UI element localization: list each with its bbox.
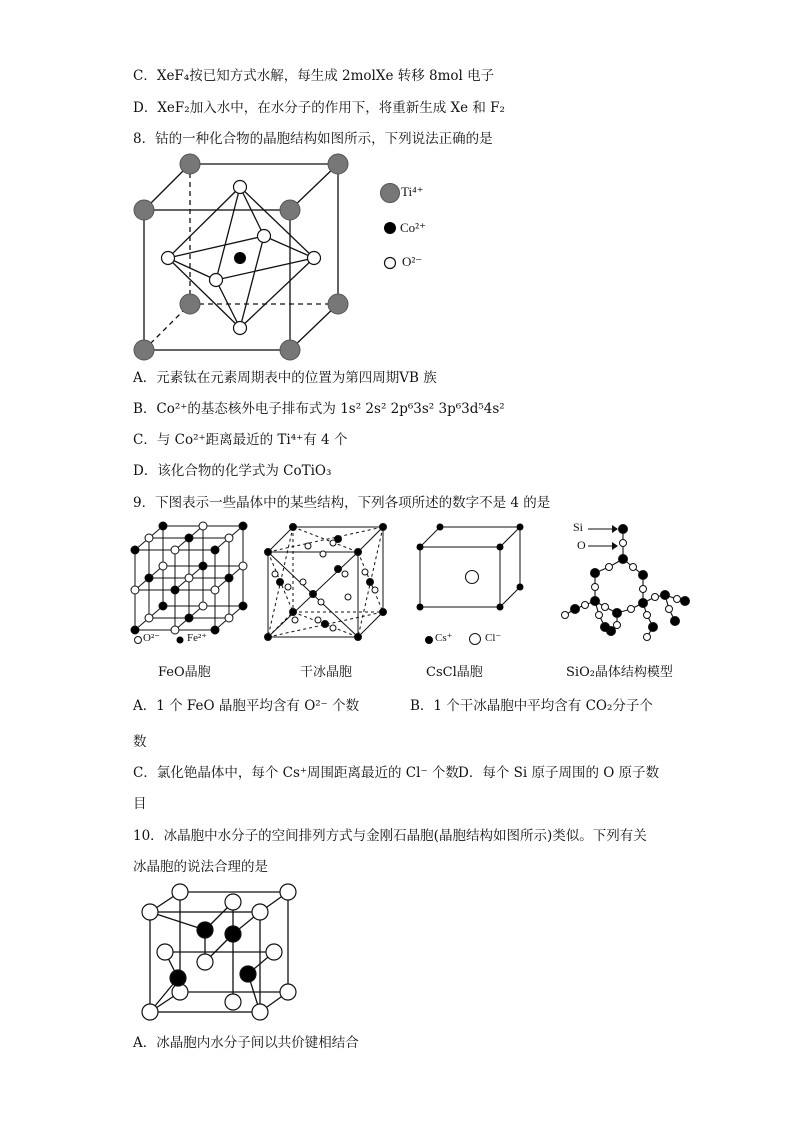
o-ion bbox=[258, 230, 271, 243]
q8-option-b: B．Co²⁺的基态核外电子排布式为 1s² 2s² 2p⁶3s² 3p⁶3d⁵4s² bbox=[133, 401, 505, 417]
legend-o-label: O²⁻ bbox=[402, 254, 423, 269]
legend-fe-icon bbox=[175, 635, 185, 645]
sio2-structure-figure bbox=[557, 523, 692, 648]
q9-stem: 9．下图表示一些晶体中的某些结构，下列各项所述的数字不是 4 的是 bbox=[133, 495, 551, 511]
ti-ion bbox=[134, 200, 154, 220]
sio2-caption: SiO₂晶体结构模型 bbox=[566, 665, 673, 680]
cscl-caption: CsCl晶胞 bbox=[426, 665, 483, 680]
ti-ion bbox=[328, 294, 348, 314]
ti-ion bbox=[280, 340, 300, 360]
o-ion bbox=[162, 252, 175, 265]
q8-option-a: A．元素钛在元素周期表中的位置为第四周期ⅤB 族 bbox=[133, 370, 437, 386]
q9-option-b-continued: 数 bbox=[133, 734, 147, 750]
ti-ion bbox=[280, 200, 300, 220]
feo-caption: FeO晶胞 bbox=[158, 665, 211, 680]
legend-o-icon bbox=[383, 254, 403, 274]
ti-ion bbox=[134, 340, 154, 360]
legend-ti-label: Ti⁴⁺ bbox=[401, 184, 424, 199]
q10-stem-line1: 10．冰晶胞中水分子的空间排列方式与金刚石晶胞(晶胞结构如图所示)类似。下列有关 bbox=[133, 828, 647, 844]
dry-ice-caption: 干冰晶胞 bbox=[300, 665, 353, 680]
legend-o2-icon bbox=[133, 635, 143, 645]
q9-option-c: C．氯化铯晶体中，每个 Cs⁺周围距离最近的 Cl⁻ 个数 bbox=[133, 765, 459, 781]
q8-option-c: C．与 Co²⁺距离最近的 Ti⁴⁺有 4 个 bbox=[133, 432, 348, 448]
legend-cs-icon bbox=[424, 635, 434, 645]
q9-option-d: D．每个 Si 原子周围的 O 原子数 bbox=[458, 765, 660, 781]
ti-ion bbox=[328, 154, 348, 174]
legend-sio2-o-label: O bbox=[577, 538, 586, 552]
q7-option-d: D．XeF₂加入水中，在水分子的作用下，将重新生成 Xe 和 F₂ bbox=[133, 100, 505, 116]
legend-cs-label: Cs⁺ bbox=[435, 632, 453, 644]
q7-option-c: C．XeF₄按已知方式水解，每生成 2molXe 转移 8mol 电子 bbox=[133, 68, 495, 84]
dry-ice-cell-figure bbox=[263, 522, 393, 647]
legend-si-label: Si bbox=[573, 520, 584, 534]
legend-co-label: Co²⁺ bbox=[400, 220, 426, 235]
legend-cl-label: Cl⁻ bbox=[485, 632, 502, 644]
legend-o2-label: O²⁻ bbox=[143, 632, 161, 644]
q9-option-d-continued: 目 bbox=[133, 796, 147, 812]
o-ion bbox=[234, 322, 247, 335]
q9-option-a: A．1 个 FeO 晶胞平均含有 O²⁻ 个数 bbox=[133, 698, 360, 714]
q8-option-d: D．该化合物的化学式为 CoTiO₃ bbox=[133, 463, 332, 479]
cscl-cell-figure bbox=[415, 522, 535, 612]
q10-option-a: A．冰晶胞内水分子间以共价键相结合 bbox=[133, 1035, 359, 1051]
o-ion bbox=[234, 181, 247, 194]
legend-cl-icon bbox=[468, 632, 482, 646]
ti-ion bbox=[180, 154, 200, 174]
diamond-cell-figure bbox=[138, 882, 298, 1022]
q8-stem: 8．钴的一种化合物的晶胞结构如图所示，下列说法正确的是 bbox=[133, 131, 493, 147]
feo-cell-figure bbox=[130, 520, 250, 645]
q10-stem-line2: 冰晶胞的说法合理的是 bbox=[133, 859, 268, 875]
ti-ion bbox=[180, 294, 200, 314]
o-ion bbox=[308, 252, 321, 265]
perovskite-cell-figure bbox=[130, 152, 370, 362]
o-ion bbox=[210, 274, 223, 287]
legend-fe-label: Fe²⁺ bbox=[187, 632, 208, 644]
q9-option-b: B．1 个干冰晶胞中平均含有 CO₂分子个 bbox=[410, 698, 653, 714]
co-ion bbox=[234, 252, 246, 264]
